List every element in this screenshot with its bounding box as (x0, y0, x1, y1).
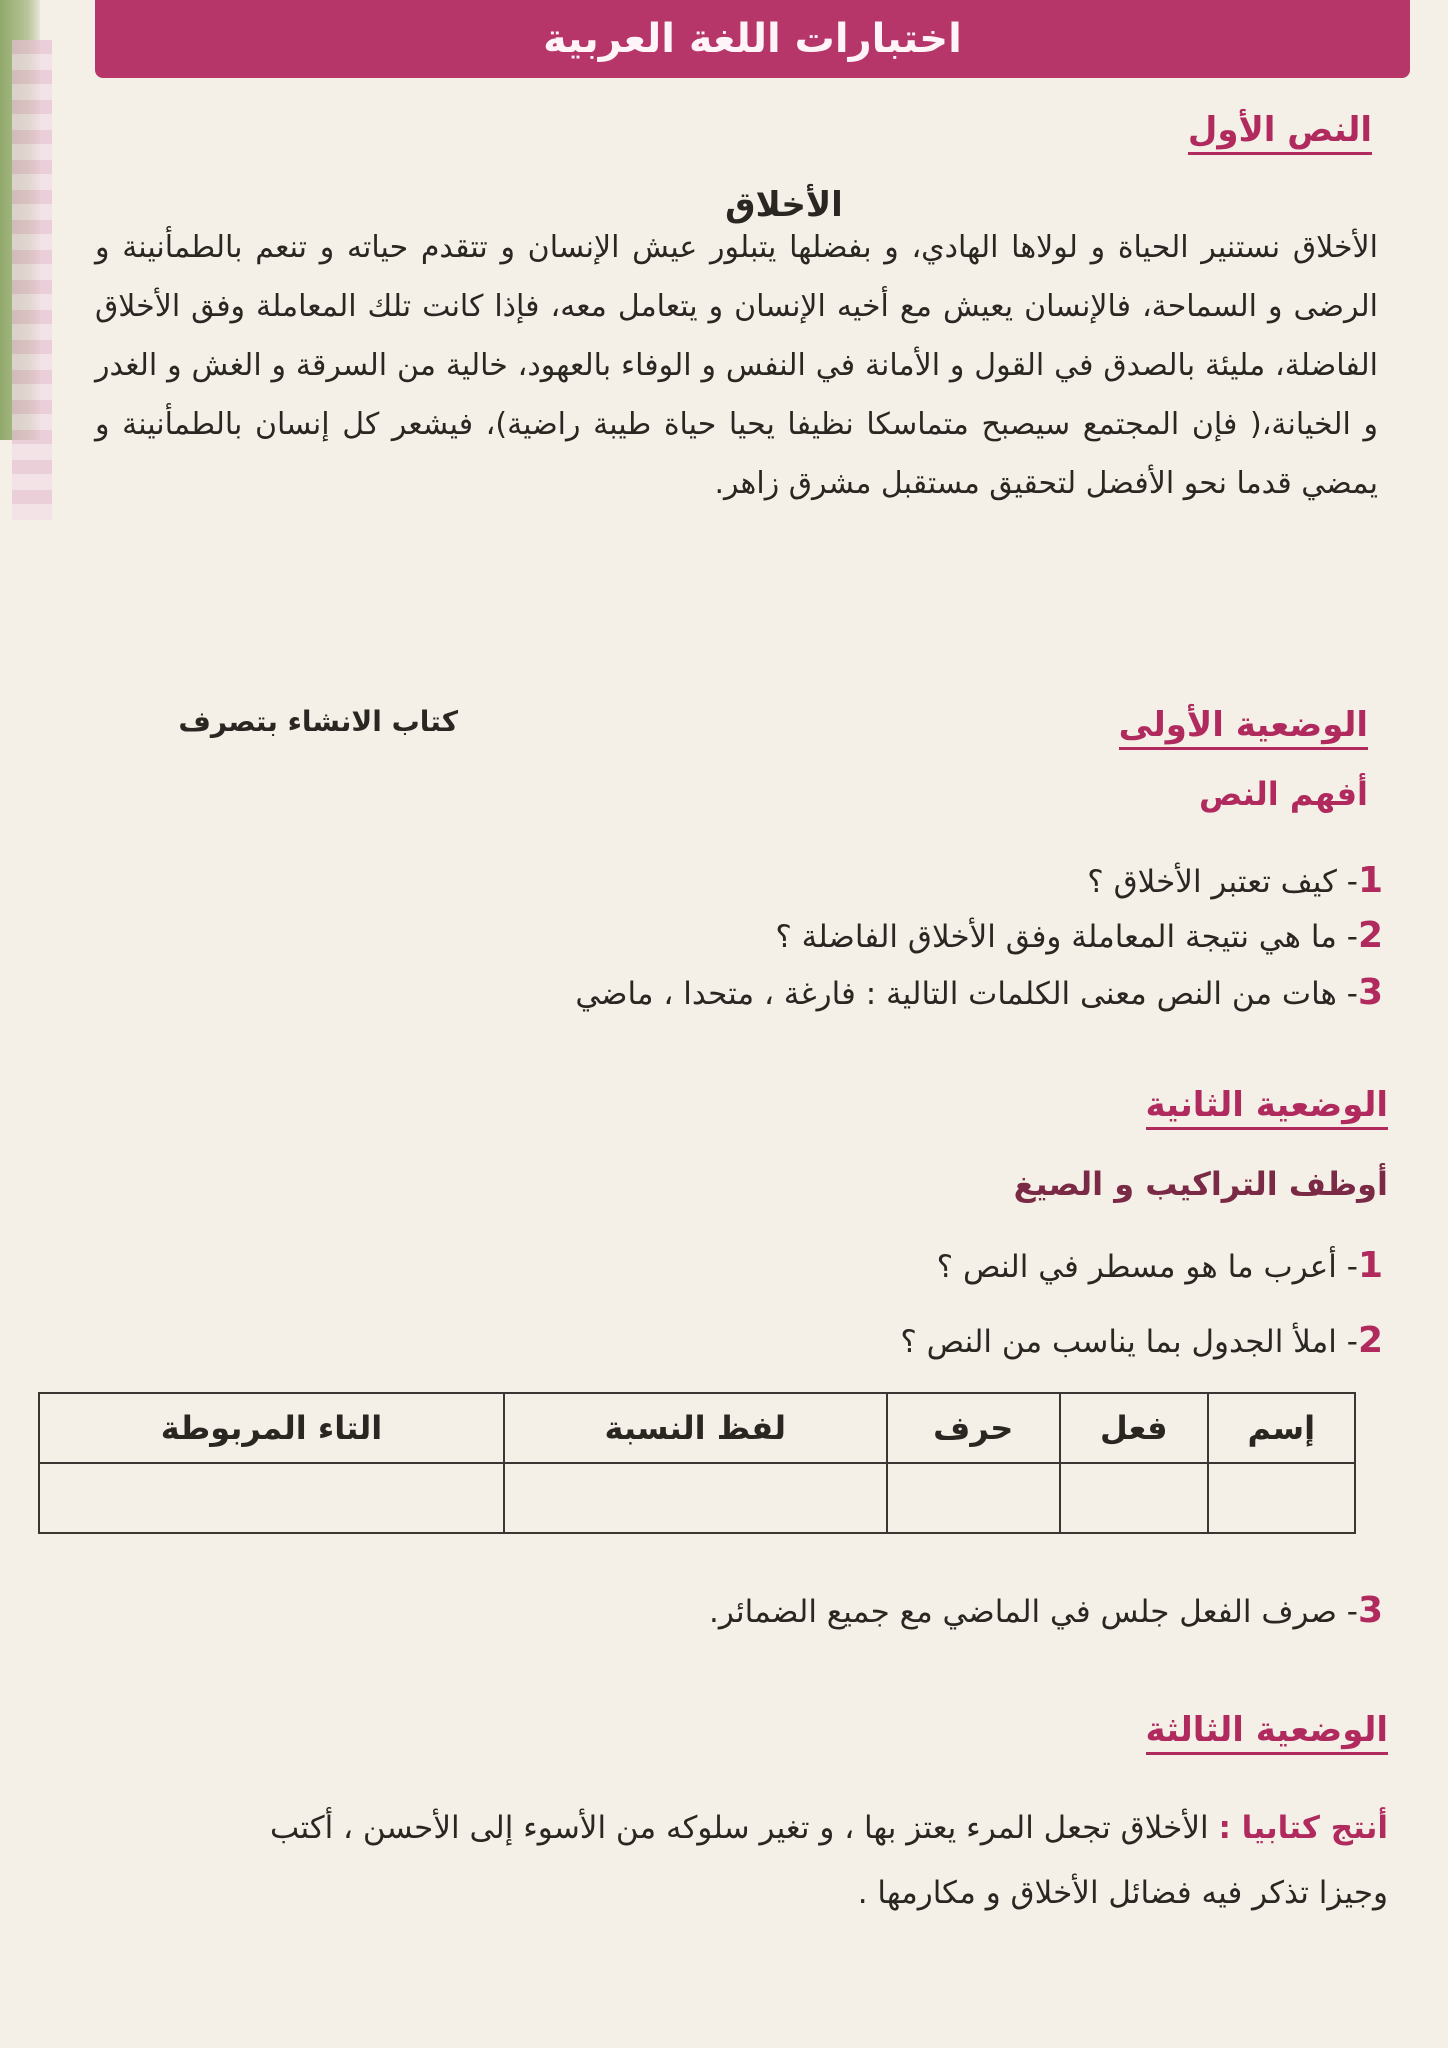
question-text: - ما هي نتيجة المعاملة وفق الأخلاق الفاضلة ؟ (775, 919, 1358, 955)
question-2-2 (900, 1320, 1383, 1361)
table-header-cell: لفظ النسبة (504, 1393, 887, 1463)
text-label: النص الأول (1188, 110, 1372, 155)
situation2-heading: الوضعية الثانية (1146, 1085, 1388, 1130)
question-2-3 (709, 1590, 1383, 1631)
table-cell[interactable] (887, 1463, 1060, 1533)
question-number: 1 (1357, 860, 1383, 901)
writing-prompt-label: أنتج كتابيا : (1218, 1810, 1388, 1846)
writing-prompt-line1 (270, 1810, 1388, 1846)
situation1-heading: الوضعية الأولى (1119, 705, 1368, 750)
table-header-cell: فعل (1060, 1393, 1208, 1463)
page-margin-decoration (12, 40, 52, 520)
table-cell[interactable] (504, 1463, 887, 1533)
question-number: 3 (1357, 1590, 1383, 1631)
question-number: 2 (1357, 915, 1383, 956)
table-header-cell: التاء المربوطة (39, 1393, 504, 1463)
text-source: كتاب الانشاء بتصرف (178, 705, 458, 738)
question-number: 3 (1357, 972, 1383, 1013)
table-cell[interactable] (1060, 1463, 1208, 1533)
table-header-row (39, 1393, 1355, 1463)
text-body: الأخلاق نستنير الحياة و لولاها الهادي، و بفضلها يتبلور عيش الإنسان و تتقدم حياته و تنعم بالطمأنينة و الرضى و السماحة، فالإنسان يعيش مع أخيه الإنسان و يتعامل معه، فإذا كانت تلك المعاملة وفق الأخلاق الفاضلة، مليئة بالصدق في القول و الأمانة في النفس و الوفاء بالعهود، خالية من السرقة و الغش و الغدر و الخيانة،( فإن المجتمع سيصبح متماسكا نظيفا يحيا حياة طيبة راضية)، فيشعر كل إنسان بالطمأنينة و يمضي قدما نحو الأفضل لتحقيق مستقبل مشرق زاهر. (95, 230, 1378, 501)
table-header-cell: حرف (887, 1393, 1060, 1463)
writing-prompt-line2: وجيزا تذكر فيه فضائل الأخلاق و مكارمها . (857, 1875, 1388, 1911)
header-title: اختبارات اللغة العربية (543, 16, 962, 62)
question-text: - كيف تعتبر الأخلاق ؟ (1087, 864, 1358, 900)
answer-table (38, 1392, 1356, 1534)
question-1-1 (1087, 860, 1383, 901)
situation3-heading: الوضعية الثالثة (1146, 1710, 1388, 1755)
table-cell[interactable] (1208, 1463, 1355, 1533)
table-row (39, 1463, 1355, 1533)
writing-prompt-text: الأخلاق تجعل المرء يعتز بها ، و تغير سلوكه من الأسوء إلى الأحسن ، أكتب (270, 1810, 1209, 1846)
situation2-subheading: أوظف التراكيب و الصيغ (1013, 1165, 1388, 1203)
question-number: 1 (1357, 1245, 1383, 1286)
question-2-1 (937, 1245, 1383, 1286)
table-cell[interactable] (39, 1463, 504, 1533)
header-banner (95, 0, 1410, 78)
situation1-subheading: أفهم النص (1199, 775, 1368, 813)
table-header-cell: إسم (1208, 1393, 1355, 1463)
question-text: - صرف الفعل جلس في الماضي مع جميع الضمائر. (709, 1594, 1358, 1630)
question-1-2 (775, 915, 1383, 956)
question-1-3 (575, 972, 1383, 1013)
question-text: - أعرب ما هو مسطر في النص ؟ (936, 1249, 1358, 1285)
question-text: - املأ الجدول بما يناسب من النص ؟ (900, 1324, 1358, 1360)
question-number: 2 (1357, 1320, 1383, 1361)
question-text: - هات من النص معنى الكلمات التالية : فارغة ، متحدا ، ماضي (575, 976, 1358, 1012)
text-title: الأخلاق (725, 185, 843, 225)
